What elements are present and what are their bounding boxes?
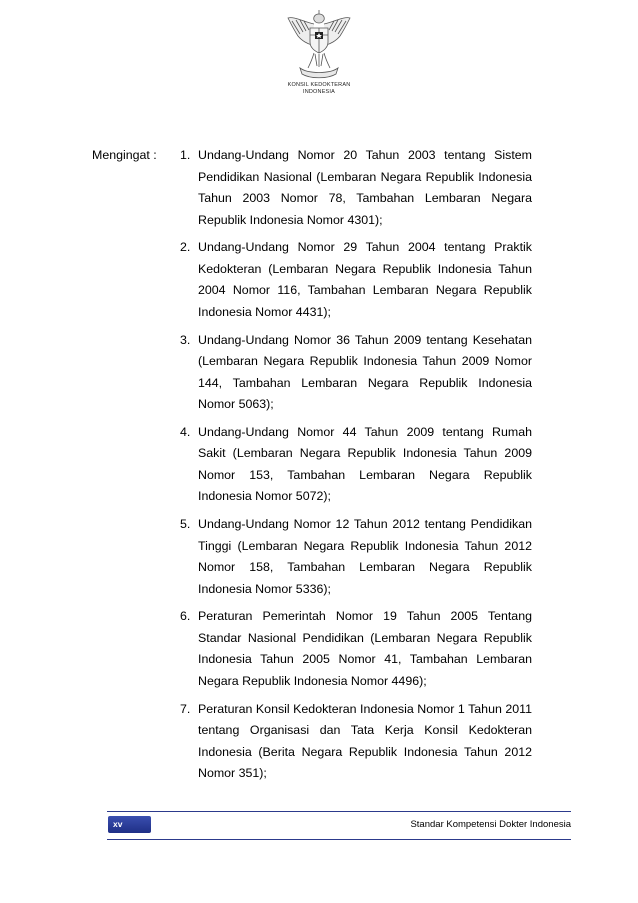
item-text: Undang-Undang Nomor 29 Tahun 2004 tentang Praktik Kedokteran (Lembaran Negara Republik Indonesia Tahun 2004 Nomor 116, Tambahan Lembaran Negara Republik Indonesia Nomor 4431); xyxy=(198,240,532,319)
section-label-mengingat: Mengingat : xyxy=(92,148,157,162)
item-number: 6. xyxy=(180,609,191,624)
page-number-badge: xv xyxy=(108,816,151,833)
footer-divider-bottom xyxy=(107,839,571,840)
item-text: Undang-Undang Nomor 12 Tahun 2012 tentang Pendidikan Tinggi (Lembaran Negara Republik Indonesia Tahun 2012 Nomor 158, Tambahan Lembaran Negara Republik Indonesia Nomor 5336); xyxy=(198,517,532,596)
list-item xyxy=(180,330,532,416)
footer-divider-top xyxy=(107,811,571,812)
item-number: 7. xyxy=(180,701,191,716)
item-number: 3. xyxy=(180,332,191,347)
council-name-line1: KONSIL KEDOKTERAN xyxy=(287,82,351,88)
list-item xyxy=(180,237,532,323)
council-name xyxy=(0,82,638,96)
item-number: 1. xyxy=(180,148,191,162)
footer-document-title: Standar Kompetensi Dokter Indonesia xyxy=(410,819,571,830)
considerations-list xyxy=(180,145,532,791)
garuda-emblem-icon xyxy=(284,8,354,82)
council-name-line2: INDONESIA xyxy=(302,89,336,95)
item-number: 4. xyxy=(180,424,191,439)
list-item xyxy=(180,606,532,692)
item-text: Peraturan Pemerintah Nomor 19 Tahun 2005 Tentang Standar Nasional Pendidikan (Lembaran Negara Republik Indonesia Tahun 2005 Nomor 41, Tambahan Lembaran Negara Republik Indonesia Nomor 4496); xyxy=(198,609,532,688)
item-text: Undang-Undang Nomor 44 Tahun 2009 tentang Rumah Sakit (Lembaran Negara Republik Indonesia Tahun 2009 Nomor 153, Tambahan Lembaran Negara Republik Indonesia Nomor 5072); xyxy=(198,424,532,504)
item-text: Undang-Undang Nomor 36 Tahun 2009 tentang Kesehatan (Lembaran Negara Republik Indonesia Tahun 2009 Nomor 144, Tambahan Lembaran Negara Republik Indonesia Nomor 5063); xyxy=(198,332,532,412)
list-item xyxy=(180,699,532,785)
page-header xyxy=(0,8,638,96)
list-item xyxy=(180,514,532,600)
item-number: 5. xyxy=(180,517,191,532)
list-item xyxy=(180,422,532,508)
list-item xyxy=(180,145,532,231)
item-text: Peraturan Konsil Kedokteran Indonesia Nomor 1 Tahun 2011 tentang Organisasi dan Tata Kerja Konsil Kedokteran Indonesia (Berita Negara Republik Indonesia Tahun 2012 Nomor 351); xyxy=(198,701,532,781)
item-number: 2. xyxy=(180,240,191,255)
item-text: Undang-Undang Nomor 20 Tahun 2003 tentang Sistem Pendidikan Nasional (Lembaran Negara Republik Indonesia Tahun 2003 Nomor 78, Tambahan Lembaran Negara Republik Indonesia Nomor 4301); xyxy=(198,148,532,227)
